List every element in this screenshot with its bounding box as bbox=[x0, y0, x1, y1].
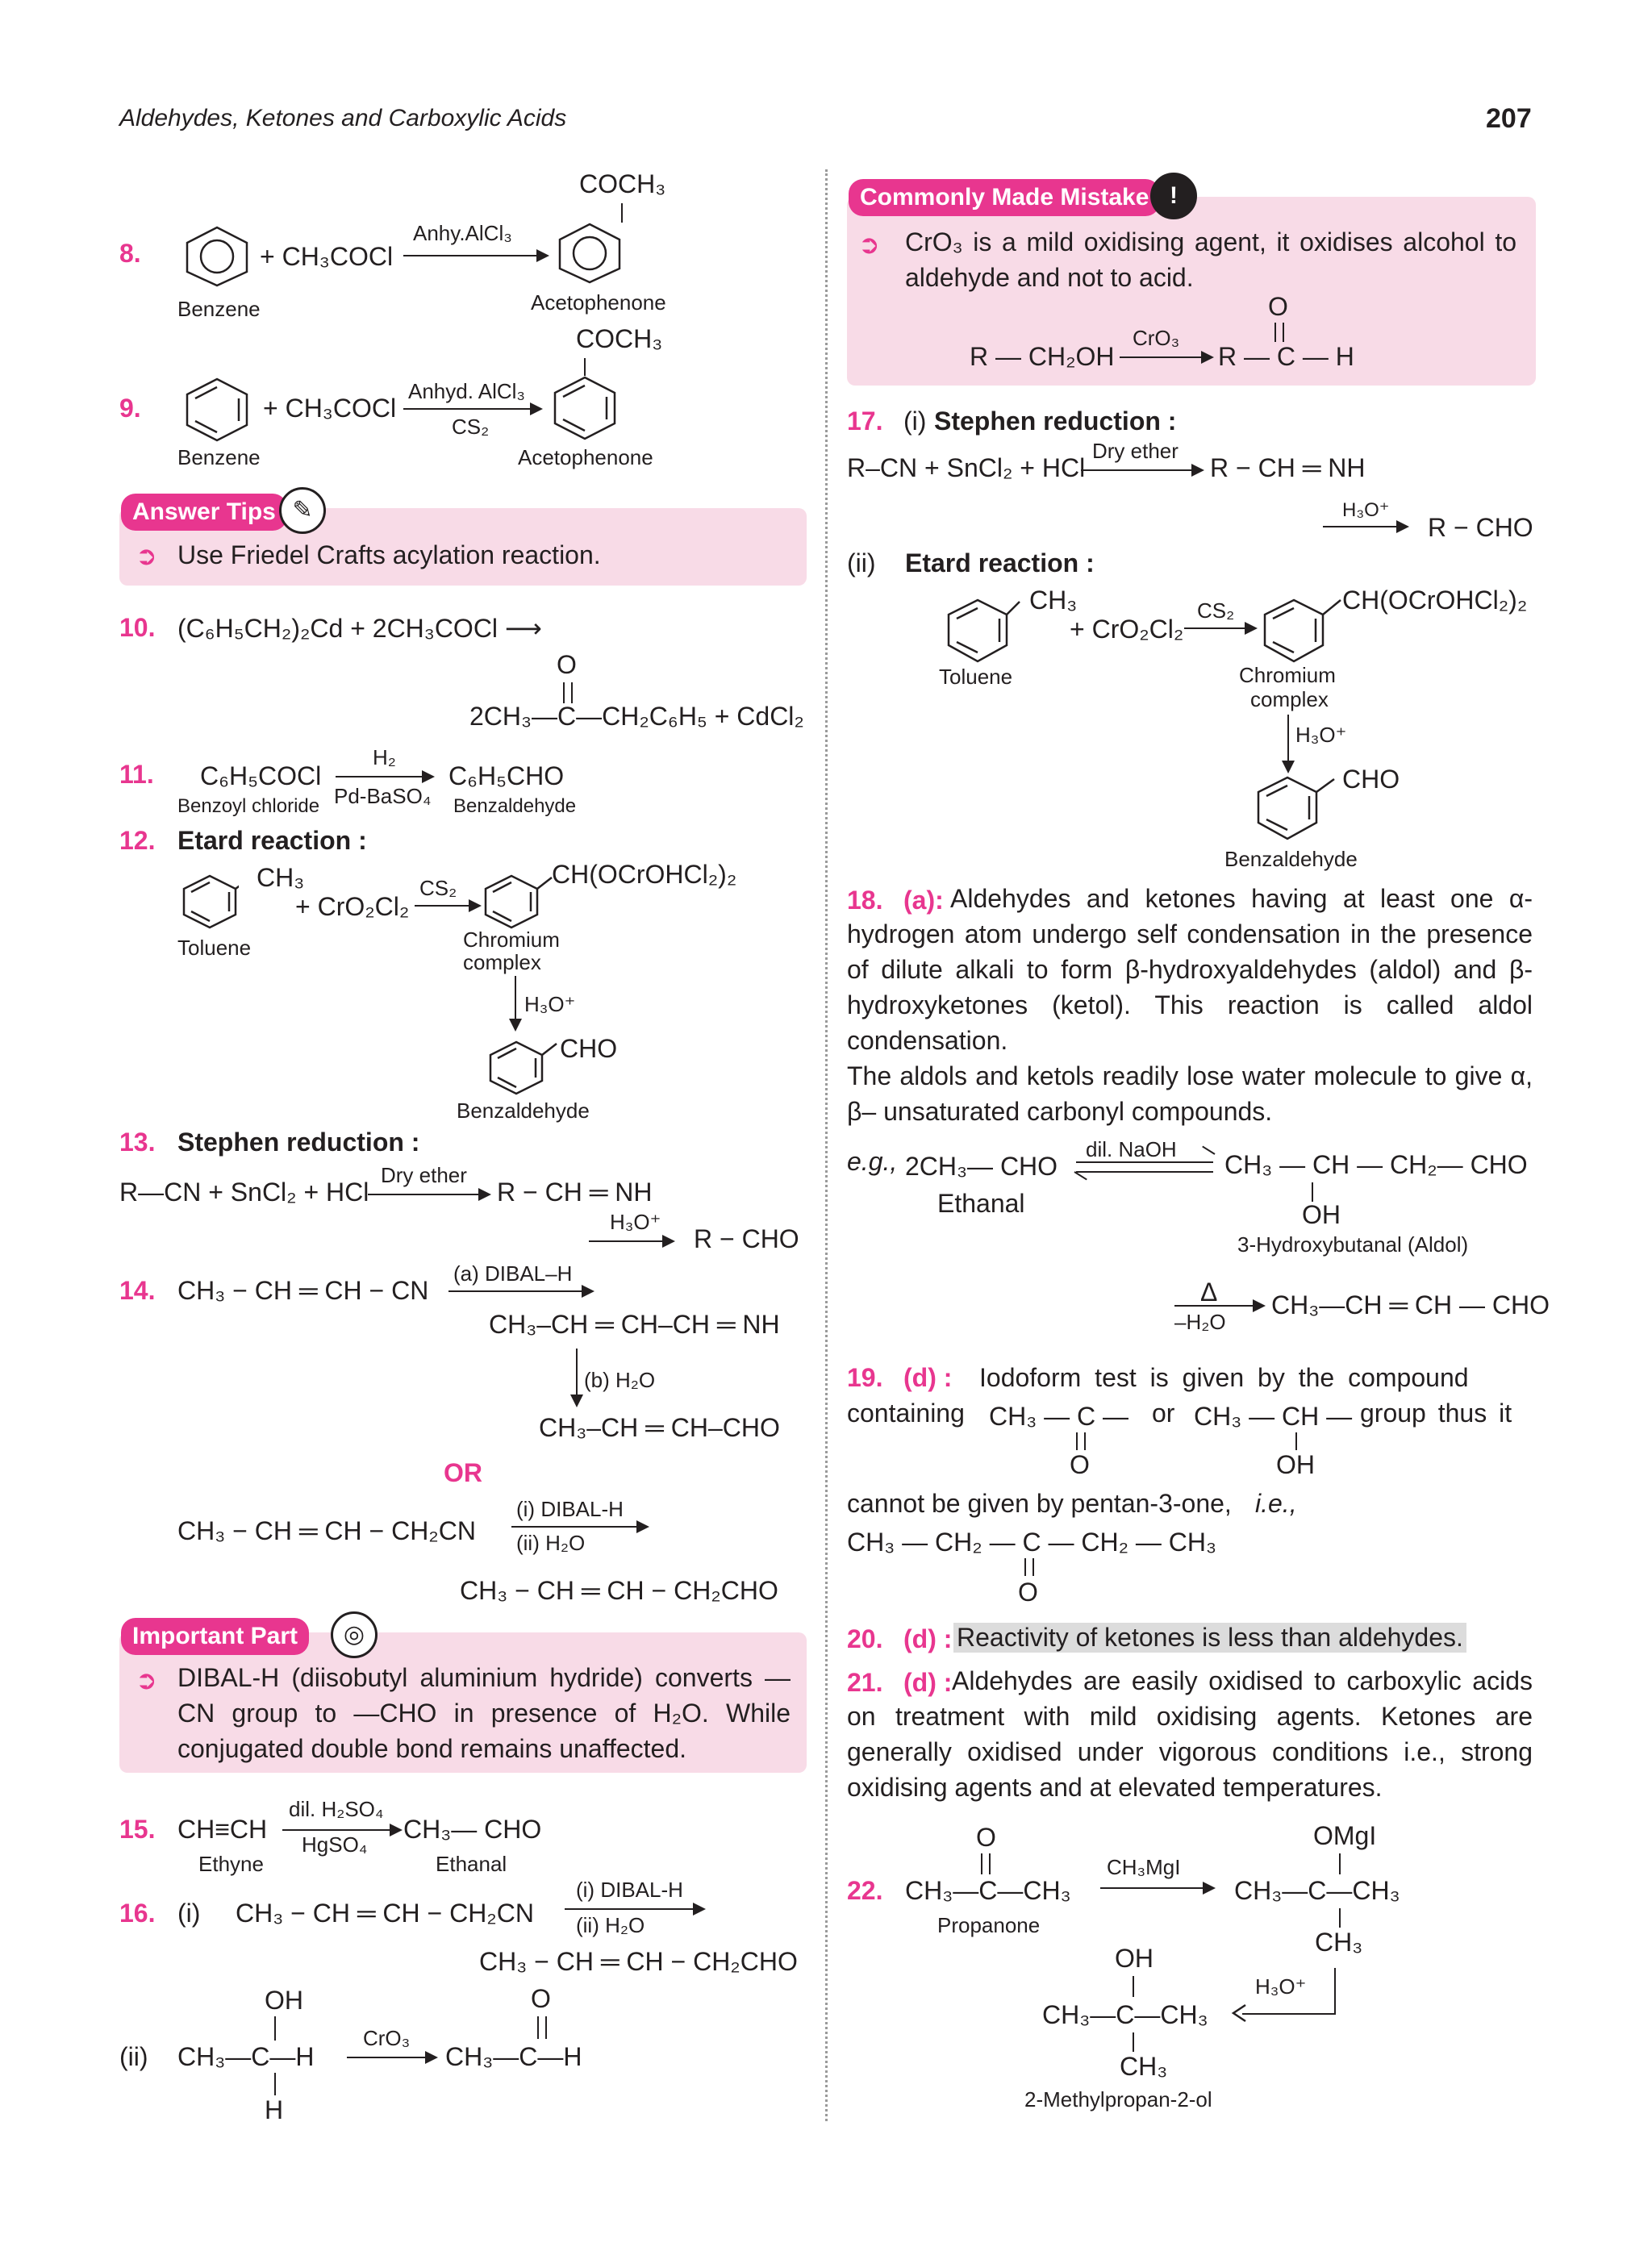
page-number: 207 bbox=[1486, 103, 1532, 134]
hydrogen: H bbox=[265, 2095, 284, 2124]
reaction-arrow bbox=[347, 2057, 436, 2058]
question-number: 19. bbox=[847, 1363, 883, 1392]
warning-icon: ! bbox=[1150, 173, 1197, 219]
catalyst: Anhy.AlCl₃ bbox=[413, 221, 512, 245]
question-number: 13. bbox=[119, 1128, 156, 1157]
chromium-complex: CH(OCrOHCl₂)₂ bbox=[552, 860, 737, 889]
bullet-arrow-icon: ➲ bbox=[136, 541, 157, 570]
catalyst: dil. NaOH bbox=[1086, 1137, 1177, 1161]
reaction-arrow bbox=[403, 408, 540, 410]
reagent-above: Dry ether bbox=[381, 1163, 467, 1187]
double-bond bbox=[1024, 1558, 1034, 1576]
answer-text-a: Iodoform test is given by the compound bbox=[979, 1363, 1469, 1392]
product: CH₃–CH ═ CH–CHO bbox=[539, 1413, 780, 1442]
double-bond bbox=[537, 2016, 547, 2039]
benzene-complex-icon bbox=[482, 874, 553, 929]
reactant-label: Ethyne bbox=[198, 1852, 264, 1876]
step-b: (b) H₂O bbox=[584, 1368, 656, 1392]
oxidant: CrO₃ bbox=[363, 2026, 411, 2050]
arrow-head-left-icon bbox=[1231, 2003, 1247, 2023]
oxidant: CrO₃ bbox=[1133, 326, 1180, 350]
solvent: CS₂ bbox=[452, 415, 490, 439]
product-imine: R − CH ═ NH bbox=[1210, 453, 1366, 482]
benzene-kekule-icon bbox=[552, 376, 618, 440]
answer-text: Reactivity of ketones is less than aldehydes. bbox=[953, 1623, 1466, 1653]
reaction-arrow bbox=[282, 1829, 400, 1831]
hydrolysis-reagent: H₃O⁺ bbox=[610, 1210, 661, 1234]
complex-label-line1: Chromium bbox=[463, 928, 560, 952]
part-label: (i) bbox=[903, 406, 927, 436]
reagent-above: H₂ bbox=[373, 745, 396, 769]
mistake-text: CrO₃ is a mild oxidising agent, it oxidises alcohol to aldehyde and not to acid. bbox=[905, 227, 1516, 292]
products: 2CH₃—C—CH₂C₆H₅ + CdCl₂ bbox=[469, 702, 804, 731]
reaction-title: Stephen reduction : bbox=[934, 406, 1177, 436]
intermediate: CH₃–CH ═ CH–CH ═ NH bbox=[489, 1310, 780, 1339]
aldol-product: CH₃ — CH — CH₂— CHO bbox=[1224, 1150, 1528, 1179]
benzene-ring-icon bbox=[557, 223, 623, 284]
equilibrium-arrow bbox=[1076, 1161, 1213, 1173]
reactant: CH₃ − CH ═ CH − CH₂CN bbox=[236, 1899, 534, 1928]
complex-label-line1: Chromium bbox=[1239, 663, 1336, 687]
solvent: CS₂ bbox=[1197, 598, 1235, 623]
carbonyl-oxygen: O bbox=[557, 650, 577, 679]
hydroxyl-group: OH bbox=[1302, 1200, 1341, 1229]
hydroxyl-group: OH bbox=[1276, 1450, 1315, 1479]
answer-text: Aldehydes are easily oxidised to carboxylic acids on treatment with mild oxidising agents. Ketones are generally oxidised under vigorous conditions i.e., strong oxidising agents and at elevated temperatures. bbox=[847, 1666, 1533, 1802]
benzene-complex-icon bbox=[1262, 598, 1342, 666]
reagent: + CH₃COCl bbox=[263, 394, 397, 423]
aldehyde-group: CHO bbox=[560, 1034, 618, 1063]
reactant: 2CH₃— CHO bbox=[905, 1152, 1058, 1181]
part-label: (i) bbox=[177, 1899, 201, 1928]
step-i: (i) DIBAL-H bbox=[576, 1878, 683, 1902]
bond-line bbox=[1339, 1908, 1341, 1928]
question-number: 10. bbox=[119, 613, 156, 642]
reaction-arrow bbox=[589, 1240, 673, 1242]
reaction-arrow bbox=[1323, 526, 1407, 527]
hydrolysis-reagent: H₃O⁺ bbox=[524, 992, 576, 1016]
question-number: 22. bbox=[847, 1876, 883, 1905]
double-bond bbox=[1274, 323, 1284, 342]
double-bond bbox=[981, 1853, 991, 1874]
reactant: CH≡CH bbox=[177, 1815, 268, 1844]
product-label: Benzaldehyde bbox=[453, 795, 577, 817]
unsaturated-product: CH₃—CH ═ CH — CHO bbox=[1271, 1290, 1550, 1319]
reagent: + CrO₂Cl₂ bbox=[1070, 615, 1184, 644]
bond-line bbox=[1295, 1432, 1297, 1450]
answer-text-1: Aldehydes and ketones having at least one α-hydrogen atom undergo self condensation in the presence of dilute alkali to form β-hydroxyaldehydes (aldol) and β-hydroxyketones (ketol). This reaction is called aldol condensation. bbox=[847, 884, 1533, 1055]
question-number: 21. bbox=[847, 1668, 883, 1697]
reaction-arrow bbox=[415, 905, 479, 907]
bond-line bbox=[1334, 1968, 1336, 2013]
reactant-label: Toluene bbox=[939, 665, 1013, 689]
answer-text-b: group thus it bbox=[1360, 1399, 1512, 1428]
benzaldehyde-ring-icon bbox=[1255, 776, 1336, 844]
reagent: + CrO₂Cl₂ bbox=[295, 892, 410, 921]
product-label: Benzaldehyde bbox=[1224, 847, 1358, 871]
complex-label-line2: complex bbox=[1250, 687, 1329, 711]
toluene-ring-icon bbox=[945, 598, 1021, 666]
product-label: Ethanal bbox=[436, 1852, 507, 1876]
question-number: 15. bbox=[119, 1815, 156, 1844]
bond-line bbox=[1133, 1976, 1134, 1997]
reactants: R–CN + SnCl₂ + HCl bbox=[847, 453, 1086, 482]
carbonyl-oxygen: O bbox=[1268, 292, 1288, 321]
or-separator: OR bbox=[444, 1458, 482, 1487]
product-label: Benzaldehyde bbox=[457, 1098, 590, 1123]
hydrolysis-arrow bbox=[1287, 715, 1289, 771]
carbonyl-oxygen: O bbox=[1070, 1450, 1090, 1479]
question-number: 18. bbox=[847, 886, 883, 915]
reaction-arrow bbox=[565, 1908, 703, 1910]
reagent-below: Pd-BaSO₄ bbox=[334, 784, 432, 808]
product: CH₃ − CH ═ CH − CH₂CHO bbox=[479, 1947, 798, 1976]
product-label: 3-Hydroxybutanal (Aldol) bbox=[1237, 1232, 1469, 1257]
or-text: or bbox=[1152, 1399, 1175, 1428]
benzaldehyde-ring-icon bbox=[487, 1040, 558, 1095]
alcohol: CH₃—C—H bbox=[177, 2042, 315, 2071]
bullet-arrow-icon: ➲ bbox=[858, 230, 880, 259]
reactants: R—CN + SnCl₂ + HCl bbox=[119, 1178, 369, 1207]
reaction-arrow bbox=[1120, 356, 1212, 358]
bullet-arrow-icon: ➲ bbox=[136, 1665, 157, 1695]
important-text: DIBAL-H (diisobutyl aluminium hydride) converts —CN group to —CHO in presence of H₂O. While conjugated double bond remains unaffected. bbox=[177, 1663, 791, 1763]
reaction-arrow bbox=[368, 1194, 489, 1195]
propanone-label: Propanone bbox=[937, 1913, 1041, 1937]
reagent-below: HgSO₄ bbox=[302, 1832, 368, 1857]
product-imine: R − CH ═ NH bbox=[497, 1178, 653, 1207]
alcohol-methyl: CH₃ bbox=[1120, 2052, 1168, 2081]
part-label: (ii) bbox=[847, 548, 876, 577]
product-label: Acetophenone bbox=[531, 290, 666, 315]
toluene-ring-icon bbox=[181, 874, 239, 929]
reaction-arrow-down bbox=[576, 1349, 578, 1405]
reactant: CH₃ − CH ═ CH − CN bbox=[177, 1276, 429, 1305]
double-bond bbox=[1076, 1432, 1086, 1450]
part-label: (ii) bbox=[119, 2042, 148, 2071]
step-ii: (ii) H₂O bbox=[516, 1531, 586, 1555]
bond-line bbox=[584, 358, 586, 376]
pen-icon: ✎ bbox=[279, 487, 326, 534]
hydroxyl-group: OH bbox=[265, 1986, 303, 2015]
reaction-title: Etard reaction : bbox=[905, 548, 1095, 577]
benzene-ring-icon bbox=[184, 226, 250, 287]
step-i: (i) DIBAL-H bbox=[516, 1497, 624, 1521]
methyl-group: CH₃ bbox=[1029, 586, 1078, 615]
hydrolysis-reagent: H₃O⁺ bbox=[1342, 499, 1390, 521]
adduct-methyl: CH₃ bbox=[1315, 1928, 1363, 1957]
example-label: e.g., bbox=[847, 1147, 898, 1176]
reactant-label: Ethanal bbox=[937, 1189, 1025, 1218]
omgi-group: OMgI bbox=[1313, 1821, 1377, 1850]
step-ii: (ii) H₂O bbox=[576, 1913, 645, 1937]
tip-text: Use Friedel Crafts acylation reaction. bbox=[177, 540, 601, 569]
reaction-arrow-line bbox=[1242, 2013, 1336, 2015]
substituent: COCH₃ bbox=[576, 324, 663, 353]
answer-text-2: The aldols and ketols readily lose water molecule to give α, β– unsaturated carbonyl compounds. bbox=[847, 1061, 1533, 1126]
product: C₆H₅CHO bbox=[448, 761, 565, 790]
reagent: + CH₃COCl bbox=[260, 242, 394, 271]
alkoxide-adduct: CH₃—C—CH₃ bbox=[1234, 1876, 1400, 1905]
product-label: Acetophenone bbox=[518, 445, 653, 469]
question-number: 9. bbox=[119, 394, 141, 423]
substituent: COCH₃ bbox=[579, 169, 666, 198]
propanone: CH₃—C—CH₃ bbox=[905, 1876, 1071, 1905]
reaction-arrow bbox=[1100, 1887, 1213, 1889]
hydroxyl-group: OH bbox=[1115, 1944, 1153, 1973]
reaction-arrow bbox=[336, 776, 432, 777]
bond-line bbox=[621, 203, 623, 223]
reaction-arrow bbox=[511, 1526, 647, 1528]
bond-line bbox=[274, 2073, 276, 2095]
product: R — C — H bbox=[1218, 342, 1354, 371]
bond-line bbox=[1133, 2032, 1134, 2052]
product-label: 2-Methylpropan-2-ol bbox=[1024, 2087, 1212, 2112]
reagent-above: Dry ether bbox=[1092, 439, 1179, 463]
question-number: 16. bbox=[119, 1899, 156, 1928]
methyl-group: CH₃ bbox=[257, 863, 305, 892]
step-a: (a) DIBAL–H bbox=[453, 1261, 573, 1286]
important-part-tag: Important Part bbox=[121, 1618, 309, 1655]
methyl-carbinol-group: CH₃ — CH — bbox=[1194, 1402, 1353, 1431]
hydrolysis-arrow bbox=[515, 976, 516, 1029]
carbonyl-oxygen: O bbox=[976, 1823, 996, 1852]
answer-option: (d) : bbox=[903, 1668, 953, 1697]
reactant: R — CH₂OH bbox=[970, 342, 1115, 371]
bond-line bbox=[1339, 1853, 1341, 1874]
pentan-3-one: CH₃ — CH₂ — C — CH₂ — CH₃ bbox=[847, 1528, 1217, 1557]
answer-option: (d) : bbox=[903, 1624, 953, 1653]
reaction-title: Stephen reduction : bbox=[177, 1128, 420, 1157]
carbonyl-oxygen: O bbox=[1018, 1578, 1038, 1607]
water-elimination: –H₂O bbox=[1174, 1310, 1226, 1334]
reactant-label: Benzene bbox=[177, 297, 261, 321]
chromium-complex: CH(OCrOHCl₂)₂ bbox=[1342, 586, 1528, 615]
question-number: 12. bbox=[119, 826, 156, 855]
complex-label-line2: complex bbox=[463, 950, 541, 974]
ie-label: i.e., bbox=[1255, 1489, 1297, 1518]
catalyst: Anhyd. AlCl₃ bbox=[408, 379, 525, 403]
question-number: 11. bbox=[119, 760, 154, 789]
question-number: 20. bbox=[847, 1624, 883, 1653]
tertiary-alcohol: CH₃—C—CH₃ bbox=[1042, 2000, 1208, 2029]
answer-containing: containing bbox=[847, 1399, 965, 1428]
reagent-above: dil. H₂SO₄ bbox=[289, 1797, 384, 1821]
reactant-label: Toluene bbox=[177, 936, 252, 960]
double-bond bbox=[563, 682, 573, 703]
product-aldehyde: R − CHO bbox=[694, 1224, 799, 1253]
reaction-arrow bbox=[1174, 1305, 1263, 1307]
reactant-label: Benzene bbox=[177, 445, 261, 469]
bond-line bbox=[1312, 1182, 1313, 1202]
product-aldehyde: R − CHO bbox=[1428, 513, 1533, 542]
product-alt: CH₃ − CH ═ CH − CH₂CHO bbox=[460, 1576, 778, 1605]
answer-option: (a): bbox=[903, 886, 944, 915]
aldehyde: CH₃—C—H bbox=[445, 2042, 582, 2071]
reactant-label: Benzoyl chloride bbox=[177, 795, 320, 817]
reaction-arrow bbox=[403, 255, 547, 256]
reaction-arrow bbox=[1081, 469, 1202, 471]
bond-line bbox=[274, 2016, 276, 2041]
answer-option: (d) : bbox=[903, 1363, 953, 1392]
commonly-made-mistake-tag: Commonly Made Mistake bbox=[849, 179, 1160, 216]
product: CH₃— CHO bbox=[403, 1815, 542, 1844]
question-number: 17. bbox=[847, 406, 883, 436]
reaction-title: Etard reaction : bbox=[177, 826, 367, 855]
reaction-arrow bbox=[1184, 627, 1255, 629]
answer-text-c: cannot be given by pentan-3-one, bbox=[847, 1489, 1232, 1518]
aldehyde-group: CHO bbox=[1342, 765, 1400, 794]
hydrolysis-reagent: H₃O⁺ bbox=[1255, 1974, 1307, 1999]
carbonyl-oxygen: O bbox=[531, 1984, 551, 2013]
reactant: C₆H₅COCl bbox=[200, 761, 322, 790]
question-number: 14. bbox=[119, 1276, 156, 1305]
methyl-ketone-group: CH₃ — C — bbox=[989, 1402, 1129, 1431]
hydrolysis-reagent: H₃O⁺ bbox=[1295, 723, 1347, 747]
grignard-reagent: CH₃MgI bbox=[1107, 1855, 1181, 1879]
reactant-alt: CH₃ − CH ═ CH − CH₂CN bbox=[177, 1516, 476, 1545]
question-number: 8. bbox=[119, 239, 141, 268]
reaction-arrow bbox=[448, 1290, 592, 1292]
solvent: CS₂ bbox=[419, 876, 457, 900]
running-header-title: Aldehydes, Ketones and Carboxylic Acids bbox=[119, 105, 567, 131]
benzene-kekule-icon bbox=[184, 377, 250, 442]
answer-tips-tag: Answer Tips bbox=[121, 494, 287, 531]
column-divider bbox=[825, 169, 828, 2121]
reactants: (C₆H₅CH₂)₂Cd + 2CH₃COCl ⟶ bbox=[177, 614, 542, 643]
target-icon: ◎ bbox=[331, 1611, 378, 1658]
delta-symbol: Δ bbox=[1200, 1278, 1218, 1307]
